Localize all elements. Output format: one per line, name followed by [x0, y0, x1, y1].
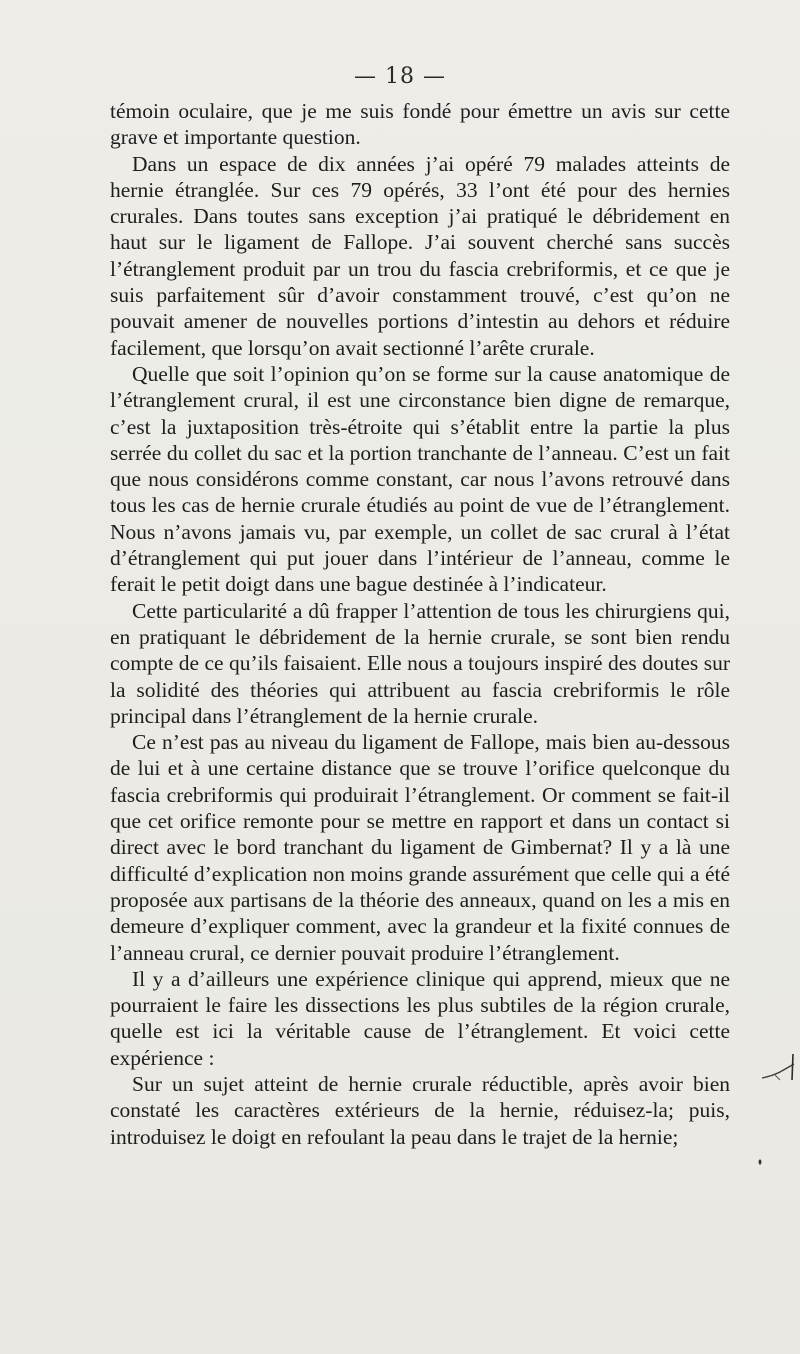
margin-pencil-mark-icon — [760, 1050, 796, 1094]
paragraph-4: Cette particularité a dû frapper l’attention de tous les chirurgiens qui, en pratiquant le débridement de la hernie crurale, se sont bien rendu compte de ce qu’ils faisaient. Elle nous a toujours inspiré des doutes sur la solidité des théories qui attribuent au fascia crebriformis le rôle principal dans l’étranglement de la hernie crurale. — [110, 598, 730, 728]
paragraph-7: Sur un sujet atteint de hernie crurale réductible, après avoir bien constaté les caractères extérieurs de la hernie, réduisez-la; puis, introduisez le doigt en refoulant la peau dans le trajet de la hernie; — [110, 1071, 730, 1149]
paragraph-6: Il y a d’ailleurs une expérience clinique qui apprend, mieux que ne pourraient le faire les dissections les plus subtiles de la région crurale, quelle est ici la véritable cause de l’étranglement. Et voici cette expérience : — [110, 966, 730, 1070]
paragraph-3: Quelle que soit l’opinion qu’on se forme sur la cause anatomique de l’étranglement crural, il est une circonstance bien digne de remarque, c’est la juxtaposition très-étroite qui s’établit entre la partie la plus serrée du collet du sac et la portion tranchante de l’anneau. C’est un fait que nous considérons comme constant, car nous l’avons retrouvé dans tous les cas de hernie crurale étudiés au point de vue de l’étranglement. Nous n’avons jamais vu, par exemple, un collet de sac crural à l’état d’étranglement qui put jouer dans l’intérieur de l’anneau, comme le ferait le petit doigt dans une bague destinée à l’indicateur. — [110, 361, 730, 597]
paragraph-1: témoin oculaire, que je me suis fondé pour émettre un avis sur cette grave et importante question. — [110, 99, 730, 150]
page-number: — 18 — — [354, 64, 446, 89]
margin-dot-mark-icon — [757, 1158, 763, 1166]
body-text — [110, 98, 730, 1150]
paragraph-5: Ce n’est pas au niveau du ligament de Fallope, mais bien au-dessous de lui et à une certaine distance que se trouve l’orifice quelconque du fascia crebriformis qui produirait l’étranglement. Or comment se fait-il que cet orifice remonte pour se mettre en rapport et dans un contact si direct avec le bord tranchant du ligament de Gimbernat? Il y a là une difficulté d’explication non moins grande assurément que celle qui a été proposée aux partisans de la théorie des anneaux, quand on les a mis en demeure d’expliquer comment, avec la grandeur et la fixité connues de l’anneau crural, ce dernier pouvait produire l’étranglement. — [110, 730, 730, 965]
paragraph-2: Dans un espace de dix années j’ai opéré 79 malades atteints de hernie étranglée. Sur ces 79 opérés, 33 l’ont été pour des hernies crurales. Dans toutes sans exception j’ai pratiqué le débridement en haut sur le ligament de Fallope. J’ai souvent cherché sans succès l’étranglement produit par un trou du fascia crebriformis, et ce que je suis parfaitement sûr d’avoir constamment trouvé, c’est qu’on ne pouvait amener de nouvelles portions d’intestin au dehors et réduire facilement, que lorsqu’on avait sectionné l’arête crurale. — [110, 151, 730, 360]
